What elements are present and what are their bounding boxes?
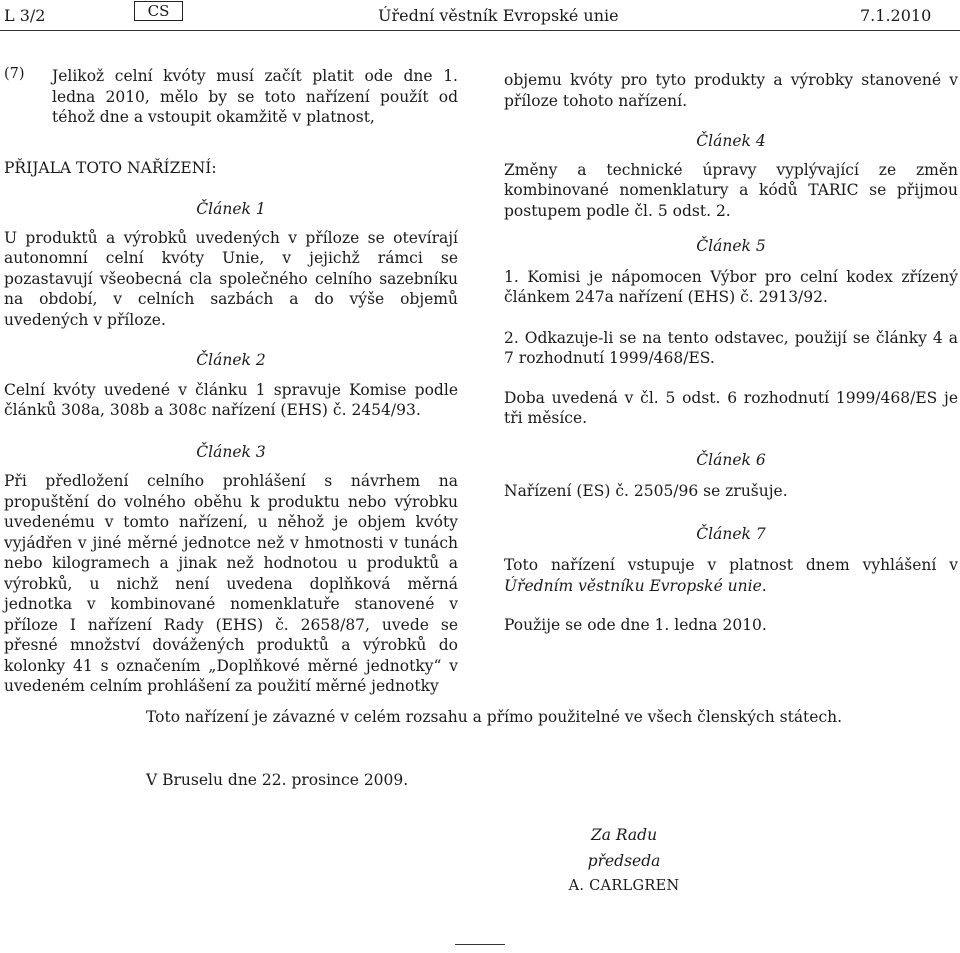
journal-title: Úřední věstník Evropské unie [378,6,619,25]
article-3-continuation: objemu kvóty pro tyto produkty a výrobky stanovené v příloze tohoto nařízení. [504,71,958,110]
place-and-date: V Bruselu dne 22. prosince 2009. [146,771,409,789]
article-3-title: Článek 3 [196,442,266,461]
article-5-title: Článek 5 [696,237,766,255]
article-2-text: Celní kvóty uvedené v článku 1 spravuje Komise podle článků 308a, 308b a 308c nařízení (EHS) č. 2454/93. [4,380,458,419]
article-4-text: Změny a technické úpravy vyplývající ze změn kombinované nomenklatury a kódů TARIC se přijmou postupem podle čl. 5 odst. 2. [504,160,958,220]
recital-7 [4,66,458,128]
closing-rule [455,944,505,945]
issue-date: 7.1.2010 [860,6,932,25]
article-2-title: Článek 2 [196,351,266,369]
binding-clause: Toto nařízení je závazné v celém rozsahu a přímo použitelné ve všech členských státech. [146,708,843,726]
article-7-title: Článek 7 [696,524,766,543]
article-7-text [504,555,958,596]
signatory-name: A. CARLGREN [568,878,680,894]
article-3-text: Při předložení celního prohlášení s návrhem na propuštění do volného oběhu k produktu nebo výrobku uvedenému v tomto nařízení, u něhož je objem kvóty vyjádřen v jiné měrné jednotce než v hmotnosti v tunách nebo kilogramech a jinak než hodnotou u produktů a výrobků, u nichž není uvedena doplňková měrná jednotka v kombinované nomenklatuře stanovené v příloze I nařízení Rady (EHS) č. 2658/87, uvede se přesné množství dovážených produktů a výrobků do kolonky 41 s označením „Doplňkové měrné jednotky“ v uvedeném celním prohlášení za použití měrné jednotky [4,472,458,695]
article-7-text-start: Toto nařízení vstupuje v platnost dnem vyhlášení v [504,556,958,574]
article-6-title: Článek 6 [696,450,766,469]
recital-number: (7) [4,66,25,82]
article-1-title: Článek 1 [196,200,266,218]
header-rule [0,30,960,31]
article-7-text-end: . [761,576,767,595]
page-reference: L 3/2 [4,6,46,25]
journal-name-italic: Úředním věstníku Evropské unie [504,576,762,595]
role-line: předseda [587,852,661,870]
right-column [504,70,958,636]
left-column [4,66,458,697]
article-1-text: U produktů a výrobků uvedených v příloze se otevírají autonomní celní kvóty Unie, v jejichž rámci se pozastavují všeobecná cla společného celního sazebníku na období, v celních sazbách a do výše objemů uvedených v příloze. [4,228,458,329]
language-code-box: CS [134,1,183,21]
article-5-paragraph-3: Doba uvedená v čl. 5 odst. 6 rozhodnutí 1999/468/ES je tři měsíce. [504,388,958,427]
article-5-paragraph-1: 1. Komisi je nápomocen Výbor pro celní kodex zřízený článkem 247a nařízení (EHS) č. 2913/92. [504,267,958,306]
article-5-paragraph-2: 2. Odkazuje-li se na tento odstavec, použijí se články 4 a 7 rozhodnutí 1999/468/ES. [504,328,958,367]
article-6-text: Nařízení (ES) č. 2505/96 se zrušuje. [504,482,788,500]
article-4-title: Článek 4 [696,132,766,150]
adoption-statement: PŘIJALA TOTO NAŘÍZENÍ: [4,158,217,177]
recital-text: Jelikož celní kvóty musí začít platit ode dne 1. ledna 2010, mělo by se toto nařízení použít od téhož dne a vstoupit okamžitě v platnost, [52,67,458,126]
council-line: Za Radu [590,826,658,844]
application-date: Použije se ode dne 1. ledna 2010. [504,616,767,634]
